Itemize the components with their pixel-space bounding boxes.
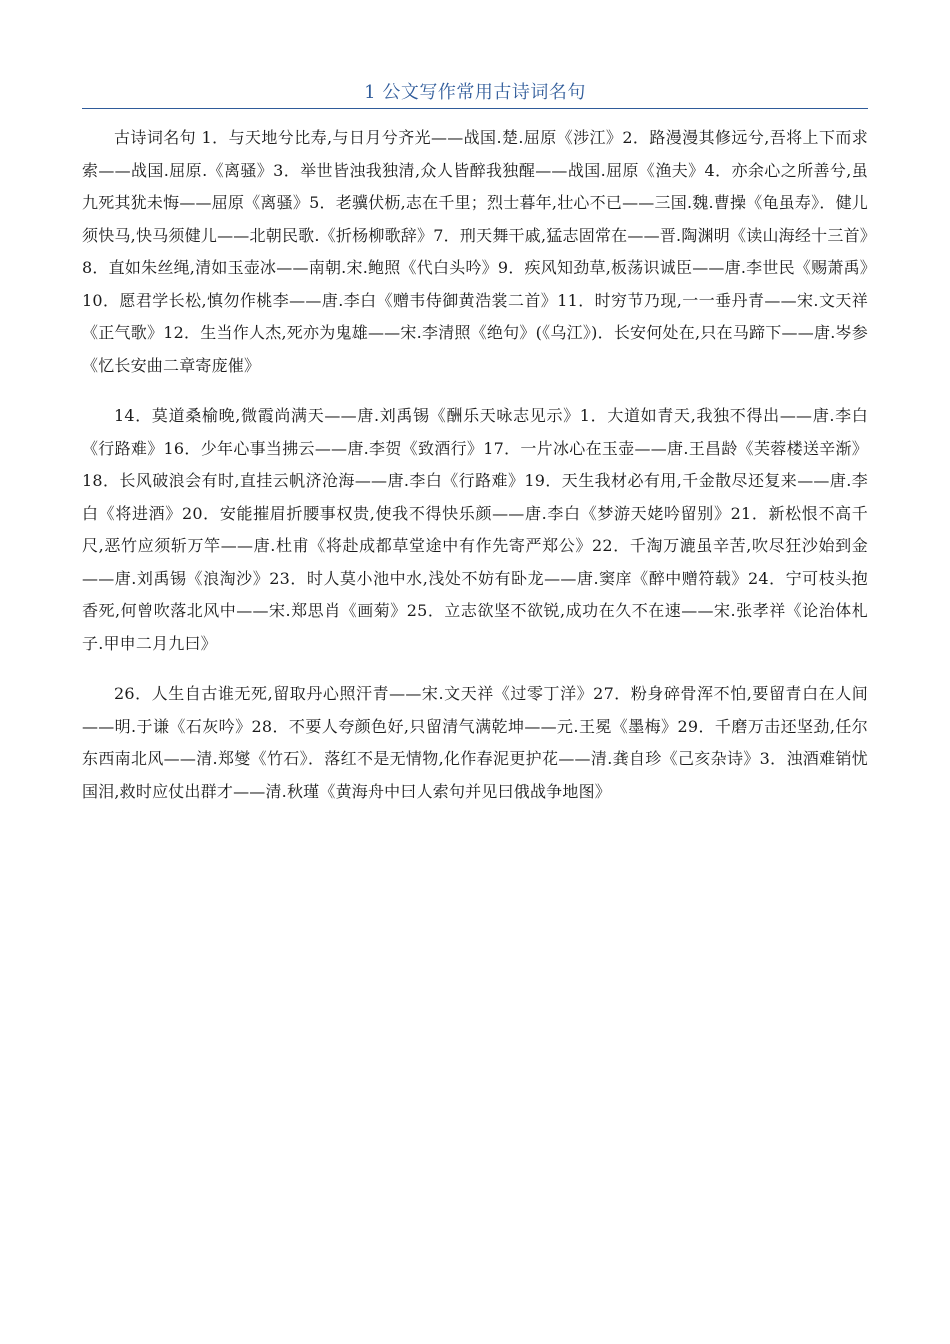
paragraph-1: 古诗词名句 1．与天地兮比寿,与日月兮齐光——战国.楚.屈原《涉江》2．路漫漫其修远兮,吾将上下而求索——战国.屈原.《离骚》3．举世皆浊我独清,众人皆醉我独醒——战国.屈原《渔夫》4．亦余心之所善兮,虽九死其犹未悔——屈原《离骚》5．老骥伏枥,志在千里；烈士暮年,壮心不已——三国.魏.曹操《龟虽寿》．健儿须快马,快马须健儿——北朝民歌.《折杨柳歌辞》7．刑天舞干戚,猛志固常在——晋.陶渊明《读山海经十三首》8．直如朱丝绳,清如玉壶冰——南朝.宋.鲍照《代白头吟》9．疾风知劲草,板荡识诚臣——唐.李世民《赐萧禹》10．愿君学长松,慎勿作桃李——唐.李白《赠韦侍御黄浩裳二首》11．时穷节乃现,一一垂丹青——宋.文天祥《正气歌》12．生当作人杰,死亦为鬼雄——宋.李清照《绝句》(《乌江》)．长安何处在,只在马蹄下——唐.岑参《忆长安曲二章寄庞催》 <box>82 128 868 375</box>
document-body <box>82 122 868 826</box>
page-header <box>82 78 868 109</box>
paragraph-2: 14．莫道桑榆晚,微霞尚满天——唐.刘禹锡《酬乐天咏志见示》1．大道如青天,我独不得出——唐.李白《行路难》16．少年心事当拂云——唐.李贺《致酒行》17．一片冰心在玉壶——唐.王昌龄《芙蓉楼送辛渐》18．长风破浪会有时,直挂云帆济沧海——唐.李白《行路难》19．天生我材必有用,千金散尽还复来——唐.李白《将进酒》20．安能摧眉折腰事权贵,使我不得快乐颜——唐.李白《梦游天姥吟留别》21．新松恨不高千尺,恶竹应须斩万竿——唐.杜甫《将赴成都草堂途中有作先寄严郑公》22．千淘万漉虽辛苦,吹尽狂沙始到金——唐.刘禹锡《浪淘沙》23．时人莫小池中水,浅处不妨有卧龙——唐.窦庠《醉中赠符载》24．宁可枝头抱香死,何曾吹落北风中——宋.郑思肖《画菊》25．立志欲坚不欲锐,成功在久不在速——宋.张孝祥《论治体札子.甲申二月九曰》 <box>82 406 868 653</box>
paragraph-3: 26．人生自古谁无死,留取丹心照汗青——宋.文天祥《过零丁洋》27．粉身碎骨浑不怕,要留青白在人间——明.于谦《石灰吟》28．不要人夸颜色好,只留清气满乾坤——元.王冕《墨梅》29．千磨万击还坚劲,任尔东西南北风——清.郑燮《竹石》．落红不是无情物,化作春泥更护花——清.龚自珍《己亥杂诗》3．浊酒难销忧国泪,救时应仗出群才——清.秋瑾《黄海舟中曰人索句并见曰俄战争地图》 <box>82 684 868 801</box>
page-title: 1 公文写作常用古诗词名句 <box>364 82 586 103</box>
